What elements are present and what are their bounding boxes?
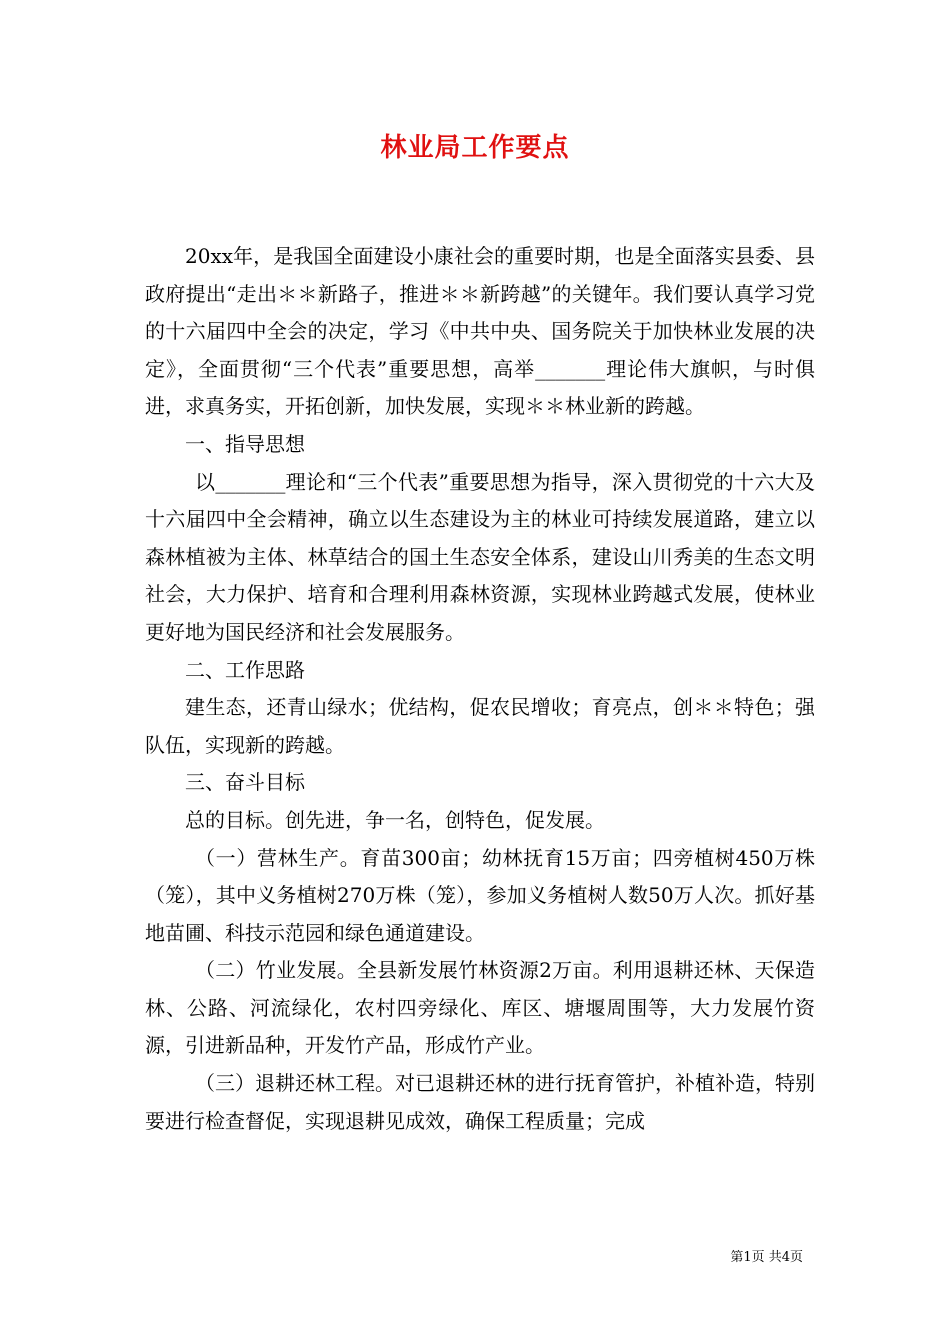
section-heading-guiding-ideology: 一、指导思想 (185, 431, 305, 456)
forestry-production-paragraph: （一）营林生产。育苗300亩；幼林抚育15万亩；四旁植树450万株（笼），其中义务植树270万株（笼），参加义务植树人数50万人次。抓好基地苗圃、科技示范园和绿色通道建设。 (145, 845, 815, 945)
guiding-ideology-paragraph: 以_______理论和“三个代表”重要思想为指导，深入贯彻党的十六大及十六届四中全会精神，确立以生态建设为主的林业可持续发展道路，建立以森林植被为主体、林草结合的国土生态安全体系，建设山川秀美的生态文明社会，大力保护、培育和合理利用森林资源，实现林业跨越式发展，使林业更好地为国民经济和社会发展服务。 (145, 469, 815, 644)
work-approach-paragraph: 建生态，还青山绿水；优结构，促农民增收；育亮点，创＊＊特色；强队伍，实现新的跨越。 (145, 695, 815, 757)
section-heading-goals: 三、奋斗目标 (185, 770, 305, 795)
document-body (145, 238, 815, 1140)
intro-paragraph: 20xx年，是我国全面建设小康社会的重要时期，也是全面落实县委、县政府提出“走出＊＊新路子，推进＊＊新跨越”的关键年。我们要认真学习党的十六届四中全会的决定，学习《中共中央、国务院关于加快林业发展的决定》，全面贯彻“三个代表”重要思想，高举_______理论伟大旗帜，与时俱进，求真务实，开拓创新，加快发展，实现＊＊林业新的跨越。 (145, 244, 815, 419)
section-heading-work-approach: 二、工作思路 (185, 657, 305, 682)
page-title: 林业局工作要点 (380, 133, 570, 163)
overall-goal-paragraph: 总的目标。创先进，争一名，创特色，促发展。 (185, 807, 605, 832)
page-number: 第1页 共4页 (730, 1250, 803, 1265)
bamboo-development-paragraph: （二）竹业发展。全县新发展竹林资源2万亩。利用退耕还林、天保造林、公路、河流绿化，农村四旁绿化、库区、塘堰周围等，大力发展竹资源，引进新品种，开发竹产品，形成竹产业。 (145, 958, 815, 1058)
reforestation-project-paragraph: （三）退耕还林工程。对已退耕还林的进行抚育管护，补植补造，特别要进行检查督促，实现退耕见成效，确保工程质量；完成 (145, 1071, 815, 1133)
